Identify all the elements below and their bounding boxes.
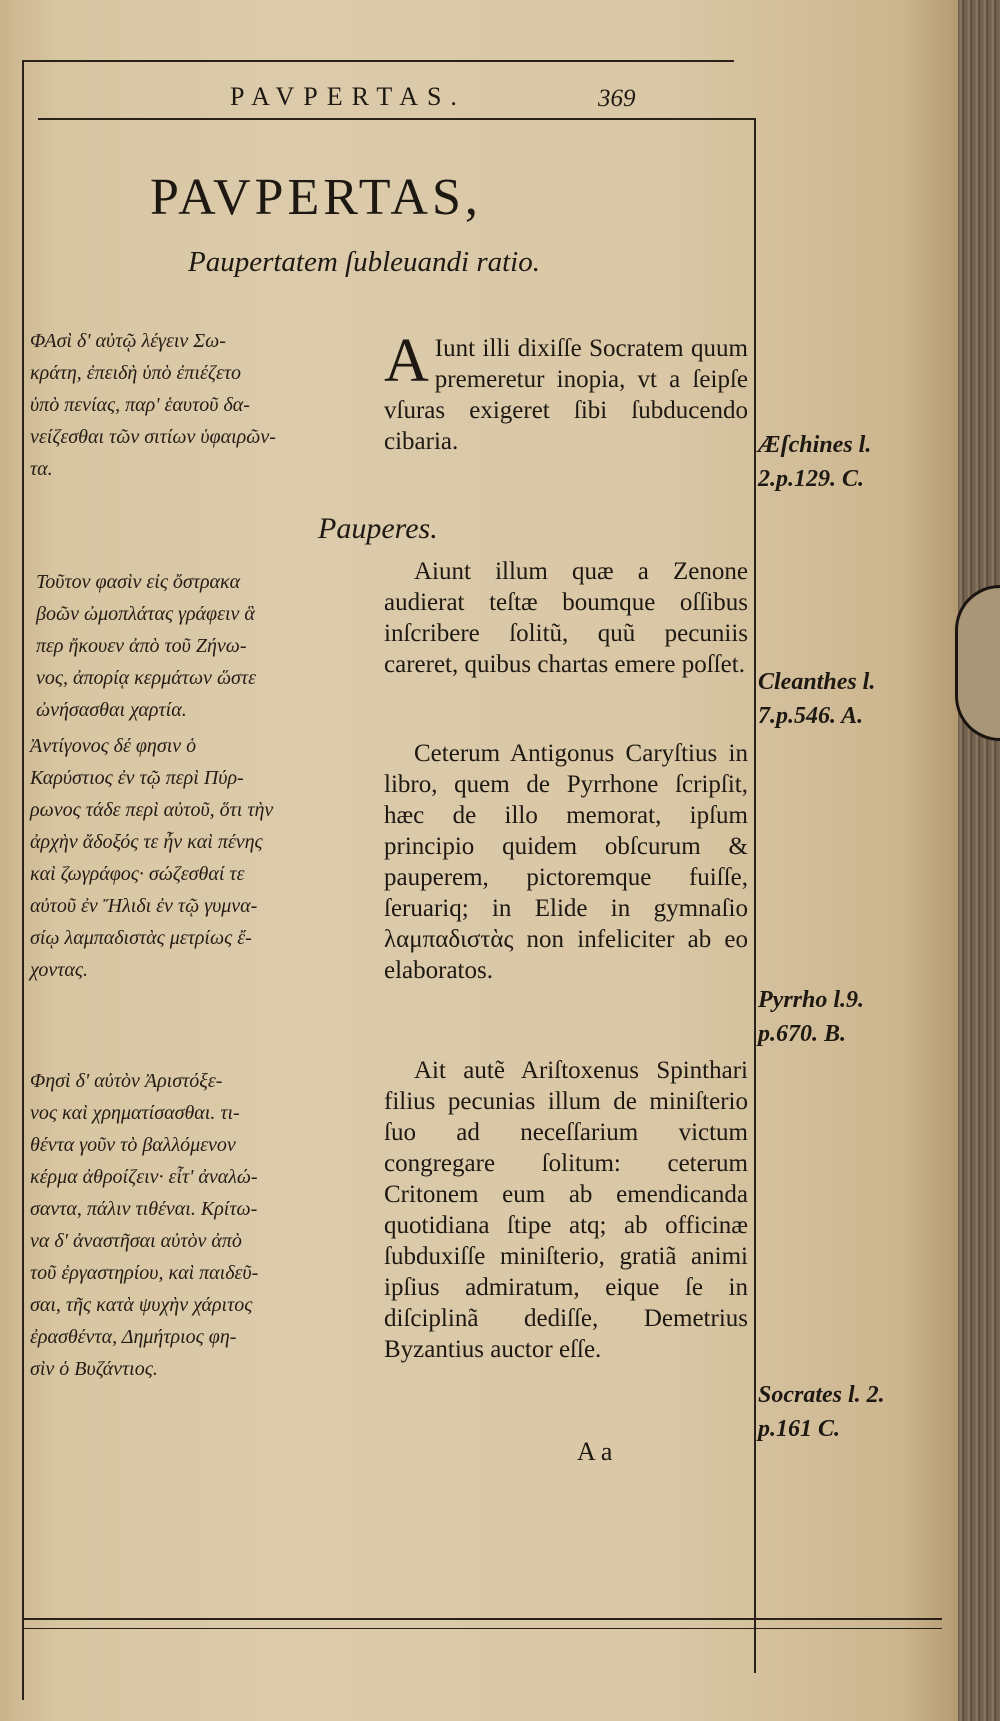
page-number: 369 (598, 85, 636, 112)
frame-left-rule (22, 60, 24, 1700)
greek-line: τα. (30, 458, 53, 480)
greek-block-4 (30, 1065, 376, 1385)
section-heading: Pauperes. (318, 512, 438, 545)
greek-line: Καρύστιος ἐν τῷ περὶ Πύρ- (30, 767, 244, 789)
greek-line: ἐρασθέντα, Δημήτριος φη- (30, 1326, 237, 1348)
page-edges (958, 0, 1000, 1721)
latin-text: Ceterum Antigonus Caryſtius in libro, quem de Pyrrhone ſcripſit, hæc de illo memorat, ipſum principio quidem obſcurum & pauperem, pictoremque fuiſſe, ſeruariq; in Elide in gymnaſio λαμπαδιστὰς non infeliciter ab eo elaboratos. (384, 740, 748, 984)
frame-top-rule (22, 60, 734, 62)
greek-line: σαι, τῆς κατὰ ψυχὴν χάριτος (30, 1294, 253, 1316)
drop-cap: A (384, 327, 429, 395)
page-title: PAVPERTAS, (150, 169, 482, 226)
running-head: PAVPERTAS. (230, 82, 466, 111)
greek-line: νος καὶ χρηματίσασθαι. τι- (30, 1102, 240, 1124)
bottom-rule (22, 1618, 942, 1620)
greek-block-3 (30, 730, 376, 986)
margin-note-line: Æſchines l. (758, 432, 872, 458)
greek-line: Ἀντίγονος δέ φησιν ὁ (30, 735, 197, 757)
bottom-rule-2 (22, 1628, 942, 1629)
latin-text: Aiunt illum quæ a Zenone audierat teſtæ boumque oſſibus inſcribere ſolitũ, quũ pecuniis careret, quibus chartas emere poſſet. (384, 558, 748, 678)
greek-line: χοντας. (30, 959, 89, 981)
greek-line: κέρμα ἀθροίζειν· εἶτ' ἀναλώ- (30, 1166, 258, 1188)
margin-note-socrates (758, 1378, 885, 1446)
greek-line: σὶν ὁ Βυζάντιος. (30, 1358, 158, 1380)
greek-line: να δ' ἀναστῆσαι αὐτὸν ἀπὸ (30, 1230, 242, 1252)
greek-line: σίῳ λαμπαδιστὰς μετρίως ἔ- (30, 927, 252, 949)
margin-note-line: Cleanthes l. (758, 669, 876, 695)
margin-note-line: p.670. B. (758, 1021, 847, 1047)
greek-block-2 (36, 566, 376, 726)
greek-line: τοῦ ἐργαστηρίου, καὶ παιδεῦ- (30, 1262, 259, 1284)
latin-block-3 (384, 738, 748, 994)
greek-line: ἀρχὴν ἄδοξός τε ἦν καὶ πένης (30, 831, 263, 853)
latin-block-2 (384, 556, 748, 688)
greek-line: νείζεσθαι τῶν σιτίων ὑφαιρῶν- (30, 426, 276, 448)
greek-line: ρωνος τάδε περὶ αὐτοῦ, ὅτι τὴν (30, 799, 274, 821)
greek-line: αὐτοῦ ἐν Ἤλιδι ἐν τῷ γυμνα- (30, 895, 258, 917)
greek-line: κράτη, ἐπειδὴ ὑπὸ ἐπιέζετο (30, 362, 242, 384)
greek-line: ὑπὸ πενίας, παρ' ἑαυτοῦ δα- (30, 394, 250, 416)
greek-line: θέντα γοῦν τὸ βαλλόμενον (30, 1134, 236, 1156)
margin-note-line: 2.p.129. C. (758, 466, 865, 492)
greek-line: ὠνήσασθαι χαρτία. (36, 699, 187, 721)
margin-note-aeschines (758, 428, 871, 496)
greek-block-1 (30, 325, 365, 485)
latin-block-1 (384, 327, 748, 465)
greek-line: Τοῦτον φασὶν εἰς ὄστρακα (36, 571, 241, 593)
margin-note-line: p.161 C. (758, 1416, 841, 1442)
greek-line: σαντα, πάλιν τιθέναι. Κρίτω- (30, 1198, 258, 1220)
catchword: A a (577, 1437, 613, 1466)
greek-line: περ ἤκουεν ἀπὸ τοῦ Ζήνω- (36, 635, 247, 657)
greek-line: νος, ἀπορίᾳ κερμάτων ὥστε (36, 667, 256, 689)
latin-block-4 (384, 1055, 748, 1373)
latin-text: Iunt illi dixiſſe Socratem quum premeretur inopia, vt a ſeipſe vſuras exigeret ſibi ſubducendo cibaria. (384, 335, 748, 455)
clasp-tab (955, 585, 1000, 741)
margin-note-pyrrho (758, 983, 864, 1051)
margin-note-line: 7.p.546. A. (758, 703, 864, 729)
subtitle: Paupertatem ſubleuandi ratio. (188, 246, 540, 278)
greek-line: βοῶν ὠμοπλάτας γράφειν ἃ (36, 603, 255, 625)
latin-text: Ait autẽ Ariſtoxenus Spinthari filius pecunias illum de miniſterio ſuo ad neceſſarium victum congregare ſolitum: ceterum Critonem eum ab emendicanda quotidiana ſtipe atq; ab officinæ ſubduxiſſe miniſterio, gratiã animi ipſius admiratum, eique ſe in diſciplinã dediſſe, Demetrius Byzantius auctor eſſe. (384, 1057, 748, 1363)
margin-note-cleanthes (758, 665, 875, 733)
margin-note-line: Socrates l. 2. (758, 1382, 885, 1408)
margin-note-line: Pyrrho l.9. (758, 987, 865, 1013)
header-rule (38, 118, 756, 120)
greek-line: καὶ ζωγράφος· σώζεσθαί τε (30, 863, 245, 885)
greek-line: Φησὶ δ' αὐτὸν Ἀριστόξε- (30, 1070, 223, 1092)
column-rule (754, 118, 756, 1673)
greek-line: ΦΑσὶ δ' αὐτῷ λέγειν Σω- (30, 330, 226, 352)
